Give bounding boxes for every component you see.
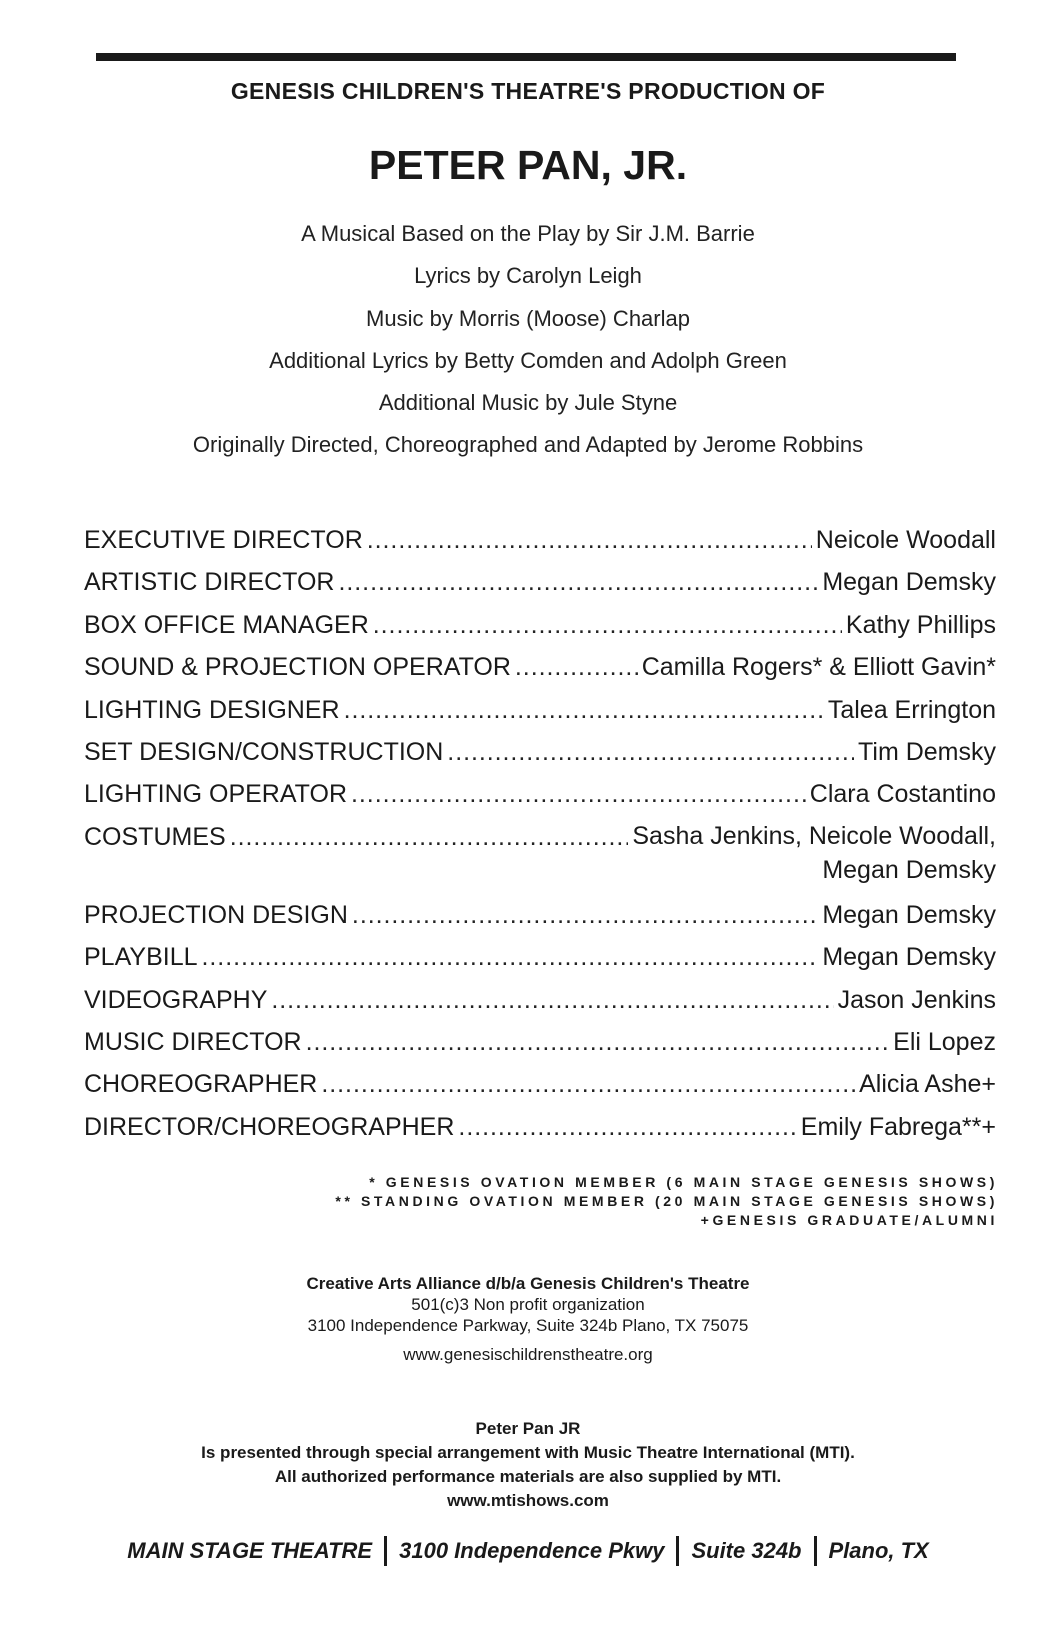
staff-list xyxy=(84,526,996,1155)
credit-line: Lyrics by Carolyn Leigh xyxy=(414,263,642,289)
dot-leader xyxy=(306,1028,890,1057)
dot-leader xyxy=(367,526,812,555)
staff-row xyxy=(84,986,996,1028)
credit-line: Originally Directed, Choreographed and Adapted by Jerome Robbins xyxy=(192,432,864,458)
staff-row xyxy=(84,1113,996,1155)
dot-leader xyxy=(339,568,819,597)
venue-footer xyxy=(0,1536,1056,1566)
staff-role: EXECUTIVE DIRECTOR xyxy=(84,526,363,554)
staff-role: VIDEOGRAPHY xyxy=(84,985,268,1014)
mti-website[interactable]: www.mtishows.com xyxy=(447,1491,609,1510)
staff-role: MUSIC DIRECTOR xyxy=(84,1027,302,1056)
staff-role: LIGHTING DESIGNER xyxy=(84,695,340,724)
staff-name: Jason Jenkins xyxy=(837,985,996,1014)
show-title: PETER PAN, JR. xyxy=(368,142,688,188)
staff-row xyxy=(84,780,996,822)
dot-leader xyxy=(373,611,842,640)
staff-name: Talea Errington xyxy=(827,695,996,724)
licensing-notice xyxy=(0,1417,1056,1513)
staff-row xyxy=(84,696,996,738)
org-status: 501(c)3 Non profit organization xyxy=(411,1295,645,1314)
staff-role: LIGHTING OPERATOR xyxy=(84,780,348,809)
staff-role: COSTUMES xyxy=(84,822,226,851)
top-rule xyxy=(96,53,956,61)
staff-row xyxy=(84,738,996,780)
dot-leader xyxy=(271,986,833,1015)
credit-line: Music by Morris (Moose) Charlap xyxy=(366,305,690,331)
dot-leader xyxy=(321,1070,855,1099)
legend-line: * GENESIS OVATION MEMBER (6 MAIN STAGE GENESIS SHOWS) xyxy=(369,1174,998,1190)
staff-name: Eli Lopez xyxy=(893,1027,996,1056)
staff-name: Tim Demsky xyxy=(858,737,996,766)
dot-leader xyxy=(515,653,638,682)
staff-role: PROJECTION DESIGN xyxy=(84,900,348,929)
footer-venue: MAIN STAGE THEATRE xyxy=(127,1538,373,1563)
staff-role: BOX OFFICE MANAGER xyxy=(84,610,369,639)
org-website[interactable]: www.genesischildrenstheatre.org xyxy=(403,1345,653,1364)
dot-leader xyxy=(230,823,629,852)
dot-leader xyxy=(351,780,806,809)
footer-city: Plano, TX xyxy=(828,1538,929,1563)
staff-name-line: Sasha Jenkins, Neicole Woodall, xyxy=(632,821,996,850)
credit-line: Additional Lyrics by Betty Comden and Adolph Green xyxy=(269,347,787,373)
mti-show: Peter Pan JR xyxy=(475,1419,581,1438)
mti-line: Is presented through special arrangement with Music Theatre International (MTI). xyxy=(201,1443,855,1462)
staff-row xyxy=(84,653,996,695)
footer-street: 3100 Independence Pkwy xyxy=(399,1538,665,1563)
staff-row xyxy=(84,901,996,943)
credit-line: A Musical Based on the Play by Sir J.M. Barrie xyxy=(301,221,755,246)
staff-row xyxy=(84,568,996,610)
credit-line: Additional Music by Jule Styne xyxy=(378,390,678,416)
presenter-line: GENESIS CHILDREN'S THEATRE'S PRODUCTION OF xyxy=(230,78,826,104)
staff-name: Camilla Rogers* & Elliott Gavin* xyxy=(641,653,996,682)
staff-name: Emily Fabrega**+ xyxy=(800,1112,996,1141)
org-name: Creative Arts Alliance d/b/a Genesis Children's Theatre xyxy=(306,1274,750,1293)
dot-leader xyxy=(344,696,824,725)
staff-role: SOUND & PROJECTION OPERATOR xyxy=(84,653,511,682)
staff-row xyxy=(84,943,996,985)
staff-name: Clara Costantino xyxy=(809,780,996,809)
legend-line: +GENESIS GRADUATE/ALUMNI xyxy=(700,1212,998,1228)
mti-line: All authorized performance materials are also supplied by MTI. xyxy=(274,1467,782,1486)
dot-leader xyxy=(202,943,819,972)
staff-name: Megan Demsky xyxy=(822,568,996,597)
organization-info xyxy=(0,1273,1056,1365)
staff-row xyxy=(84,1070,996,1112)
staff-row xyxy=(84,823,996,901)
footer-divider xyxy=(676,1536,679,1566)
dot-leader xyxy=(352,901,818,930)
staff-name: Megan Demsky xyxy=(822,943,996,972)
footer-divider xyxy=(814,1536,817,1566)
staff-row xyxy=(84,526,996,568)
staff-role: SET DESIGN/CONSTRUCTION xyxy=(84,737,444,766)
dot-leader xyxy=(458,1113,796,1142)
staff-role: CHOREOGRAPHER xyxy=(84,1070,318,1099)
staff-name: Neicole Woodall xyxy=(815,526,996,554)
staff-name: Kathy Phillips xyxy=(845,610,996,639)
staff-row xyxy=(84,611,996,653)
staff-role: ARTISTIC DIRECTOR xyxy=(84,568,335,597)
org-address: 3100 Independence Parkway, Suite 324b Plano, TX 75075 xyxy=(307,1316,749,1335)
staff-name: Megan Demsky xyxy=(822,900,996,929)
staff-name-line: Megan Demsky xyxy=(822,855,996,884)
credits-block xyxy=(0,213,1056,467)
staff-name: Alicia Ashe+ xyxy=(859,1070,996,1099)
staff-name xyxy=(632,819,996,887)
staff-role: PLAYBILL xyxy=(84,943,198,972)
footer-divider xyxy=(384,1536,387,1566)
footer-suite: Suite 324b xyxy=(691,1538,802,1563)
membership-legend xyxy=(335,1173,998,1230)
staff-role: DIRECTOR/CHOREOGRAPHER xyxy=(84,1112,455,1141)
dot-leader xyxy=(447,738,854,767)
staff-row xyxy=(84,1028,996,1070)
legend-line: ** STANDING OVATION MEMBER (20 MAIN STAGE GENESIS SHOWS) xyxy=(335,1193,998,1209)
